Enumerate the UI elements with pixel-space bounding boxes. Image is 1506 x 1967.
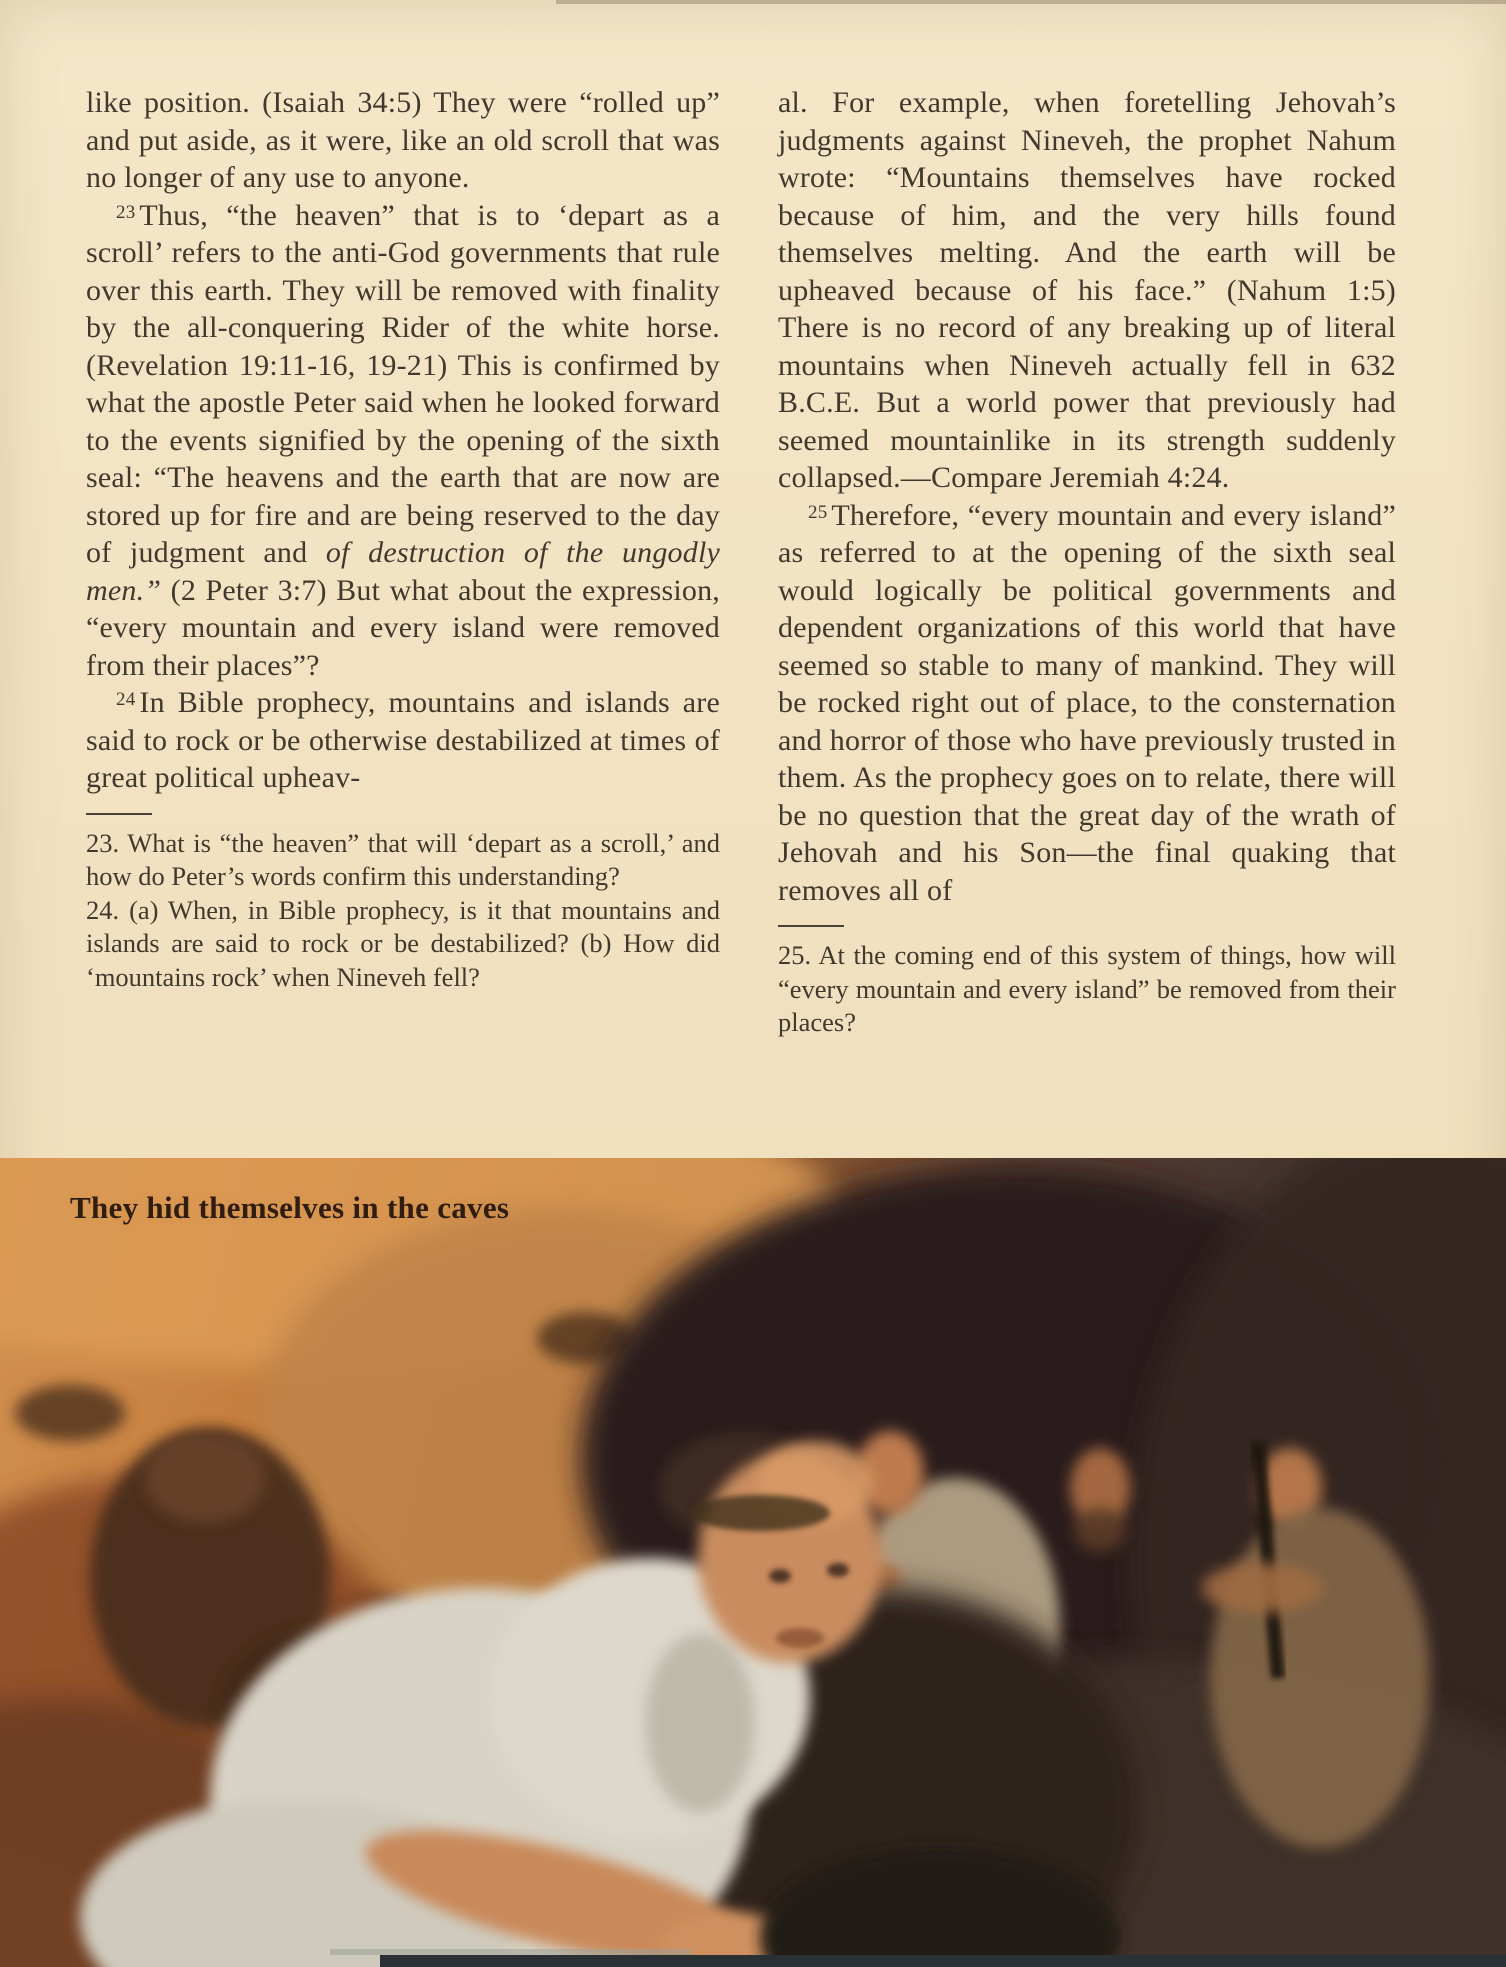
paragraph xyxy=(86,684,720,797)
right-eye xyxy=(827,1563,849,1577)
text-column-left xyxy=(86,84,720,994)
paragraph-number: 25 xyxy=(808,501,828,523)
footnote-rule xyxy=(778,925,844,927)
body-text: (2 Peter 3:7) But what about the expression, “every mountain and every island were removed from their places”? xyxy=(86,573,720,682)
footnote: 23. What is “the heaven” that will ‘depart as a scroll,’ and how do Peter’s words confirm this understanding? xyxy=(86,827,720,891)
paragraph-number: 23 xyxy=(116,201,136,223)
body-text: Thus, “the heaven” that is to ‘depart as a scroll’ refers to the anti-God governments that rule over this earth. They will be removed with finality by the all-conquering Rider of the white horse. (Revelation 19:11-16, 19-21) This is confirmed by what the apostle Peter said when he looked forward to the events signified by the opening of the sixth seal: “The heavens and the earth that are now are stored up for fire and are being reserved to the day of judgment and xyxy=(86,198,720,569)
rifle-man-coat xyxy=(1210,1508,1430,1848)
cave-illustration-canvas xyxy=(0,1158,1506,1967)
hair-fringe xyxy=(690,1495,830,1531)
paragraph xyxy=(778,84,1396,497)
beard xyxy=(1074,1508,1126,1552)
body-text: al. For example, when foretelling Jehovah’s judgments against Nineveh, the prophet Nahum wrote: “Mountains themselves have rocked because of him, and the very hills found themselves melting. And the earth will be upheaved because of his face.” (Nahum 1:5) There is no record of any breaking up of literal mountains when Nineveh actually fell in 632 B.C.E. But a world power that previously had seemed mountainlike in its strength suddenly collapsed.—Compare Jeremiah 4:24. xyxy=(778,86,1396,494)
body-text: like position. (Isaiah 34:5) They were “rolled up” and put aside, as it were, like an old scroll that was no longer of any use to anyone. xyxy=(86,86,720,194)
paragraph xyxy=(86,197,720,685)
paragraph-number: 24 xyxy=(116,689,136,710)
footnote: 24. (a) When, in Bible prophecy, is it that mountains and islands are said to rock or be destabilized? (b) How did ‘mountains rock’ when Nineveh fell? xyxy=(86,894,720,992)
bottom-dark-strip xyxy=(380,1955,1506,1967)
collar-shading xyxy=(645,1633,755,1813)
paragraph xyxy=(778,497,1396,910)
scan-edge-artifact xyxy=(556,0,1506,4)
scripture-quote-italic: of destruction of the ungodly men.” xyxy=(86,536,720,607)
illustration-caption: They hid themselves in the caves xyxy=(70,1190,510,1225)
mouth xyxy=(776,1628,824,1648)
rifle-man-hands xyxy=(1202,1563,1322,1613)
paragraph xyxy=(86,84,720,197)
cave-illustration xyxy=(0,1158,1506,1967)
body-text: In Bible prophecy, mountains and islands are said to rock or be otherwise destabilized at times of great political upheav- xyxy=(86,686,720,794)
footnote-rule xyxy=(86,813,152,815)
text-column-right xyxy=(778,84,1396,1040)
body-text: Therefore, “every mountain and every island” as referred to at the opening of the sixth seal would logically be political governments and dependent organizations of this world that have seemed so stable to many of mankind. They will be rocked right out of place, to the consternation and horror of those who have previously trusted in them. As the prophecy goes on to relate, there will be no question that the great day of the wrath of Jehovah and his Son—the final quaking that removes all of xyxy=(778,498,1396,907)
footnote: 25. At the coming end of this system of things, how will “every mountain and every island” be removed from their places? xyxy=(778,940,1396,1037)
left-eye xyxy=(769,1569,791,1583)
bottom-light-sliver xyxy=(330,1949,690,1955)
